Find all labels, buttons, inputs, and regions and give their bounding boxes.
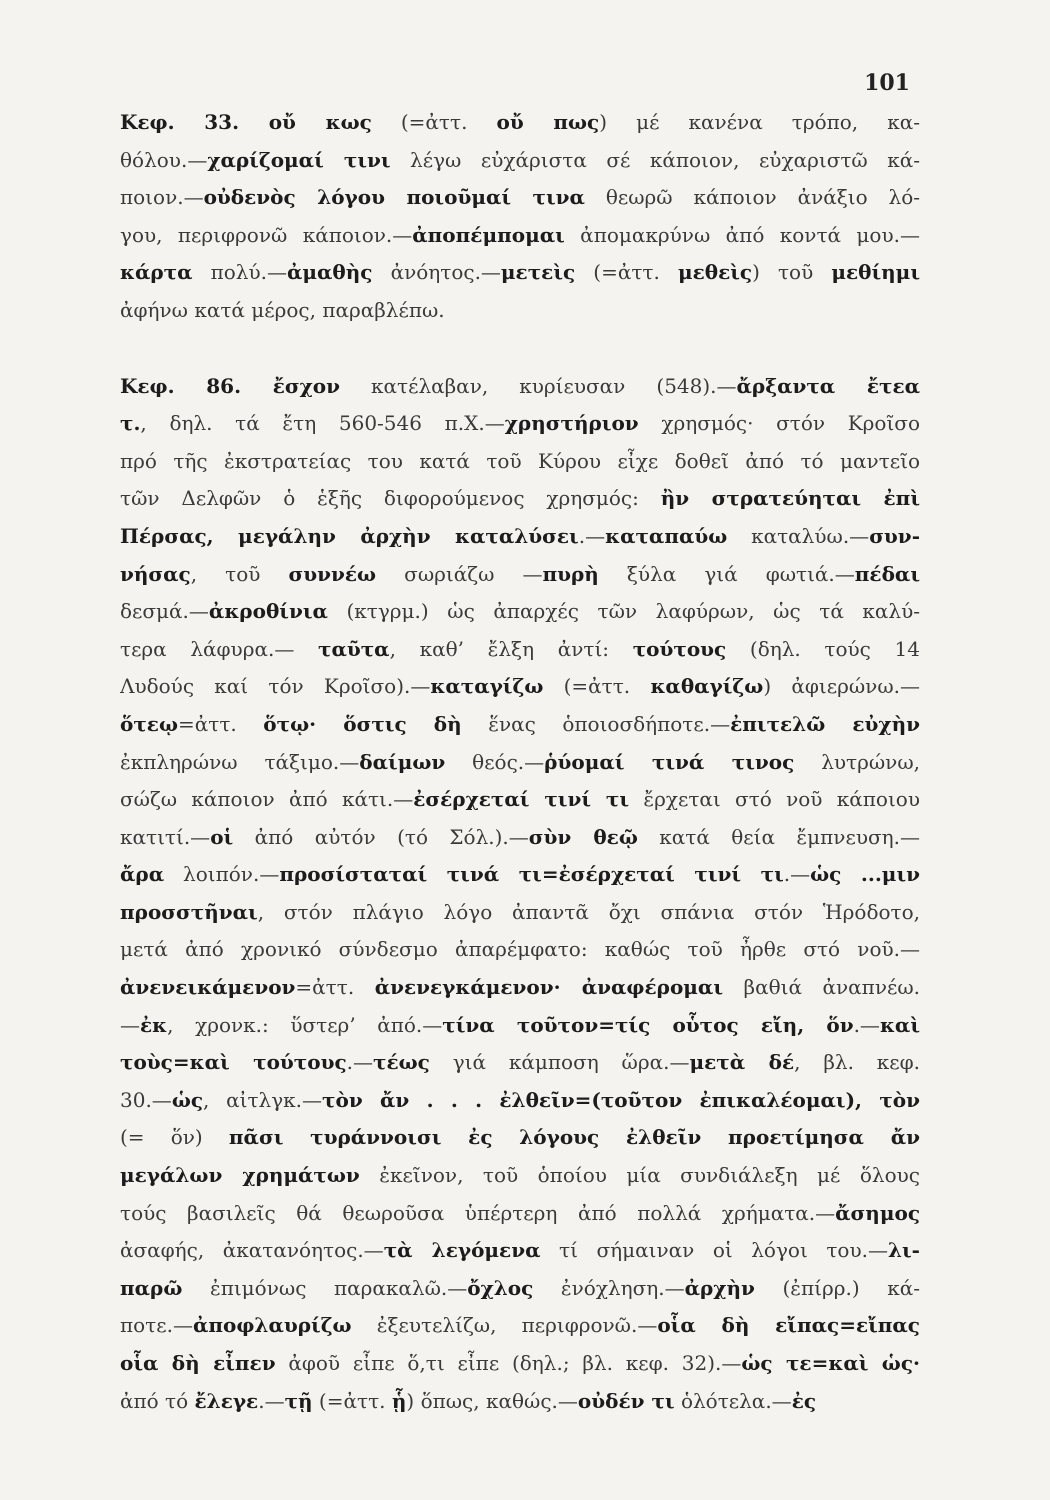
lemma-bold: ἀνενεγκάμενον· ἀναφέρομαι <box>374 975 723 1000</box>
lemma-bold: ἐσέρχεταί τινί τι <box>413 787 630 812</box>
lemma-bold: ἔλεγε <box>194 1388 259 1413</box>
gloss-text: .— <box>578 523 606 548</box>
lemma-bold: μεθίημι <box>831 260 920 285</box>
lemma-bold: πέδαι <box>854 561 920 586</box>
gloss-text: ἐνόχληση.— <box>533 1275 685 1300</box>
lemma-bold: ἀποφλαυρίζω <box>192 1313 352 1338</box>
lemma-bold: νήσας <box>120 561 191 586</box>
lemma-bold: μεθεὶς <box>677 260 753 285</box>
commentary-text <box>120 104 920 1420</box>
lemma-bold: ἀνενεικάμενον <box>120 975 296 1000</box>
gloss-text: ἀφοῦ εἶπε ὅ,τι εἶπε (δηλ.; βλ. κεφ. 32).— <box>275 1351 742 1375</box>
text-line <box>120 1195 920 1233</box>
lemma-bold: καταπαύω <box>605 523 728 548</box>
gloss-text: λυτρώνω, <box>794 749 920 774</box>
text-line <box>120 292 920 330</box>
lemma-bold: ὄχλος <box>467 1275 534 1300</box>
lemma-bold: καὶ <box>879 1012 920 1037</box>
gloss-text: ἐπιμόνως παρακαλῶ.— <box>182 1275 468 1300</box>
gloss-text: κατά θεία ἔμπνευση.— <box>637 824 920 849</box>
lemma-bold: τούτους <box>632 636 727 661</box>
paragraph-gap <box>120 330 920 368</box>
text-line <box>120 1007 920 1045</box>
lemma-bold: οἷα δὴ εἴπας=εἴπας <box>657 1313 920 1338</box>
text-line <box>120 1157 920 1195</box>
gloss-text: πρό τῆς ἐκστρατείας του κατά τοῦ Κύρου εἶχε δοθεῖ ἀπό τό μαντεῖο <box>120 448 920 473</box>
gloss-text: , καθ’ ἔλξη ἀντί: <box>389 636 633 661</box>
gloss-text: γιά κάμποση ὥρα.— <box>429 1050 690 1075</box>
text-line <box>120 593 920 631</box>
gloss-text: σώζω κάποιον ἀπό κάτι.— <box>120 787 414 812</box>
gloss-text: .— <box>258 1388 285 1413</box>
gloss-text: =ἀττ. <box>295 975 375 1000</box>
lemma-bold: ὡς τε=καὶ ὡς· <box>741 1351 920 1375</box>
gloss-text: 30.— <box>120 1087 172 1112</box>
gloss-text: βαθιά ἀναπνέω. <box>723 975 920 1000</box>
text-line <box>120 931 920 969</box>
lemma-bold: ἄν <box>890 1125 920 1150</box>
gloss-text: ὁλότελα.— <box>674 1388 792 1413</box>
gloss-text: δεσμά.— <box>120 599 209 624</box>
lemma-bold: χρηστήριον <box>504 411 639 436</box>
gloss-text: τῶν Δελφῶν ὁ ἑξῆς διφορούμενος χρησμός: <box>120 486 661 511</box>
lemma-bold: προσστῆναι <box>120 899 258 924</box>
gloss-text: ) μέ κανένα τρόπο, κα- <box>599 110 920 134</box>
gloss-text: Λυδούς καί τόν Κροῖσο).— <box>120 674 431 699</box>
lemma-bold: ἀρχὴν <box>684 1275 755 1300</box>
text-line <box>120 668 920 706</box>
gloss-text: ) ἀφιερώνω.— <box>763 674 920 699</box>
lemma-bold: ἢν στρατεύηται ἐπὶ <box>660 486 920 511</box>
lemma-bold: ἀποπέμπομαι <box>412 222 565 247</box>
gloss-text: λέγω εὐχάριστα σέ κάποιον, εὐχαριστῶ κά- <box>390 147 920 172</box>
lemma-bold: τῇ <box>284 1388 313 1413</box>
text-line <box>120 706 920 744</box>
gloss-text: .— <box>783 862 811 887</box>
lemma-bold: ταῦτα <box>317 636 390 661</box>
gloss-text: (=ἀττ. <box>543 674 651 699</box>
lemma-bold: ἀμαθὴς <box>287 260 373 285</box>
lemma-bold: τίνα τοῦτον=τίς οὗτος εἴη, ὅν <box>442 1012 854 1037</box>
text-line <box>120 969 920 1007</box>
lemma-bold: ἐπιτελῶ εὐχὴν <box>730 711 920 736</box>
gloss-text: (= ὅν) <box>120 1125 229 1150</box>
gloss-text: τούς βασιλεῖς θά θεωροῦσα ὑπέρτερη ἀπό πολλά χρήματα.— <box>120 1200 836 1225</box>
gloss-text: (=ἀττ. <box>312 1388 392 1413</box>
text-line <box>120 1044 920 1082</box>
text-line <box>120 217 920 255</box>
text-line <box>120 104 920 142</box>
lemma-bold: τοὺς=καὶ τούτους <box>120 1050 347 1075</box>
lemma-bold: οἱ <box>210 824 234 849</box>
lemma-bold: μετεὶς <box>500 260 576 285</box>
text-line <box>120 142 920 180</box>
lemma-bold: ἐς <box>791 1388 817 1413</box>
lemma-bold: ἄσημος <box>835 1200 920 1225</box>
page-number: 101 <box>864 70 910 96</box>
lemma-bold: οἷα δὴ εἶπεν <box>120 1351 276 1375</box>
gloss-text: , δηλ. τά ἔτη 560-546 π.Χ.— <box>140 411 505 436</box>
lemma-bold: ἐκ <box>140 1012 168 1037</box>
text-line <box>120 631 920 669</box>
gloss-text: ἀφήνω κατά μέρος, παραβλέπω. <box>120 297 445 322</box>
lemma-bold: προετίμησα <box>701 1125 891 1150</box>
gloss-text: , αἰτλγκ.— <box>203 1087 323 1112</box>
lemma-bold: ὡς ...μιν <box>810 862 920 887</box>
gloss-text: (=ἀττ. <box>575 260 678 285</box>
text-line <box>120 819 920 857</box>
lemma-bold: τὸν ἄν . . . ἐλθεῖν=(τοῦτον ἐπικαλέομαι), τὸν <box>322 1087 920 1112</box>
text-line <box>120 1307 920 1345</box>
gloss-text: (=ἀττ. <box>371 110 497 134</box>
lemma-bold: ὅτῳ· ὅστις δὴ <box>263 711 462 736</box>
lemma-bold: τ. <box>120 411 141 436</box>
gloss-text: (ἐπίρρ.) κά- <box>754 1275 920 1300</box>
gloss-text: ἀσαφής, ἀκατανόητος.— <box>120 1238 384 1263</box>
lemma-bold: χαρίζομαί τινι <box>207 147 391 172</box>
lemma-bold: καθαγίζω <box>650 674 764 699</box>
gloss-text: .— <box>853 1012 880 1037</box>
gloss-text: .— <box>346 1050 374 1075</box>
lemma-bold: ἀκροθίνια <box>208 599 328 624</box>
text-line <box>120 556 920 594</box>
lemma-bold: οὐδενὸς λόγου ποιοῦμαί τινα <box>203 185 585 210</box>
gloss-text: θόλου.— <box>120 147 208 172</box>
gloss-text: ποιον.— <box>120 185 204 210</box>
text-line <box>120 179 920 217</box>
gloss-text: ἔρχεται στό νοῦ κάποιου <box>629 787 920 812</box>
text-line <box>120 405 920 443</box>
lemma-bold: Κεφ. 33. οὔ κως <box>120 110 372 134</box>
gloss-text: κατιτί.— <box>120 824 211 849</box>
gloss-text: , στόν πλάγιο λόγο ἀπαντᾶ ὄχι σπάνια στόν Ἡρόδοτο, <box>257 899 920 924</box>
lemma-bold: λι- <box>887 1238 920 1263</box>
lemma-bold: κάρτα <box>120 260 193 285</box>
gloss-text: ἐκπληρώνω τάξιμο.— <box>120 749 360 774</box>
lemma-bold: τὰ λεγόμενα <box>383 1238 541 1263</box>
lemma-bold: μεγάλων χρημάτων <box>120 1163 360 1188</box>
paragraph-ch33 <box>120 104 920 330</box>
text-line <box>120 781 920 819</box>
lemma-bold: συν- <box>869 523 920 548</box>
gloss-text: ἀπό τό <box>120 1388 195 1413</box>
gloss-text: θεωρῶ κάποιον ἀνάξιο λό- <box>584 185 920 210</box>
gloss-text: , τοῦ <box>190 561 289 586</box>
gloss-text: ποτε.— <box>120 1313 193 1338</box>
text-line <box>120 1082 920 1120</box>
lemma-bold: ἄρα <box>120 862 165 887</box>
lemma-bold: πᾶσι τυράννοισι ἐς λόγους ἐλθεῖν <box>228 1125 702 1150</box>
text-line <box>120 443 920 481</box>
text-line <box>120 1119 920 1157</box>
lemma-bold: σὺν θεῷ <box>528 824 638 849</box>
lemma-bold: Πέρσας, μεγάλην ἀρχὴν καταλύσει <box>120 523 579 548</box>
gloss-text: ἀπομακρύνω ἀπό κοντά μου.— <box>564 222 920 247</box>
gloss-text: , χρονκ.: ὕστερ’ ἀπό.— <box>167 1012 443 1037</box>
gloss-text: ἕνας ὁποιοσδήποτε.— <box>461 711 731 736</box>
text-line <box>120 894 920 932</box>
gloss-text: θεός.— <box>445 749 545 774</box>
gloss-text: σωριάζω — <box>376 561 543 586</box>
gloss-text: γου, περιφρονῶ κάποιον.— <box>120 222 413 247</box>
gloss-text: χρησμός· στόν Κροῖσο <box>638 411 920 436</box>
text-line <box>120 856 920 894</box>
gloss-text: ἀπό αὐτόν (τό Σόλ.).— <box>233 824 529 849</box>
gloss-text: ) τοῦ <box>752 260 832 285</box>
lemma-bold: καταγίζω <box>430 674 544 699</box>
gloss-text: ἐξευτελίζω, περιφρονῶ.— <box>351 1313 658 1338</box>
lemma-bold: συννέω <box>288 561 377 586</box>
gloss-text: πολύ.— <box>192 260 287 285</box>
lemma-bold: δαίμων <box>359 749 446 774</box>
lemma-bold: παρῶ <box>120 1275 183 1300</box>
lemma-bold: ὅτεῳ <box>120 711 178 736</box>
text-line <box>120 1270 920 1308</box>
text-line <box>120 480 920 518</box>
gloss-text: ξύλα γιά φωτιά.— <box>598 561 855 586</box>
gloss-text: καταλύω.— <box>727 523 870 548</box>
lemma-bold: ἄρξαντα ἔτεα <box>736 373 920 398</box>
text-line <box>120 368 920 406</box>
gloss-text: μετά ἀπό χρονικό σύνδεσμο ἀπαρέμφατο: καθώς τοῦ ἦρθε στό νοῦ.— <box>120 937 920 962</box>
lemma-bold: ὡς <box>171 1087 204 1112</box>
lemma-bold: πυρὴ <box>542 561 599 586</box>
gloss-text: ) ὅπως, καθώς.— <box>406 1388 578 1413</box>
gloss-text: ἀνόητος.— <box>372 260 501 285</box>
gloss-text: (κτγρμ.) ὡς ἀπαρχές τῶν λαφύρων, ὡς τά καλύ- <box>327 599 920 624</box>
lemma-bold: ᾗ <box>391 1388 407 1413</box>
text-line <box>120 744 920 782</box>
lemma-bold: προσίσταταί τινά τι=ἐσέρχεταί τινί τι <box>279 862 784 887</box>
paragraph-ch86 <box>120 368 920 1421</box>
gloss-text: (δηλ. τούς 14 <box>726 636 920 661</box>
gloss-text: τερα λάφυρα.— <box>120 636 318 661</box>
lemma-bold: τέως <box>373 1050 430 1075</box>
text-line <box>120 1345 920 1383</box>
gloss-text: κατέλαβαν, κυρίευσαν (548).— <box>339 373 737 398</box>
text-line <box>120 1383 920 1421</box>
text-line <box>120 1232 920 1270</box>
lemma-bold: οὐδέν τι <box>577 1388 675 1413</box>
lemma-bold: οὔ πως <box>496 110 600 134</box>
gloss-text: — <box>120 1012 140 1037</box>
lemma-bold: Κεφ. 86. ἔσχον <box>120 373 340 398</box>
gloss-text: λοιπόν.— <box>164 862 280 887</box>
gloss-text: , βλ. κεφ. <box>794 1050 920 1075</box>
gloss-text: =ἀττ. <box>178 711 264 736</box>
lemma-bold: μετὰ δέ <box>689 1050 795 1075</box>
gloss-text: τί σήμαιναν οἱ λόγοι του.— <box>540 1238 888 1263</box>
text-line <box>120 518 920 556</box>
gloss-text: ἐκεῖνον, τοῦ ὁποίου μία συνδιάλεξη μέ ὅλους <box>359 1163 920 1188</box>
text-line <box>120 254 920 292</box>
lemma-bold: ῥύομαί τινά τινος <box>544 749 795 774</box>
